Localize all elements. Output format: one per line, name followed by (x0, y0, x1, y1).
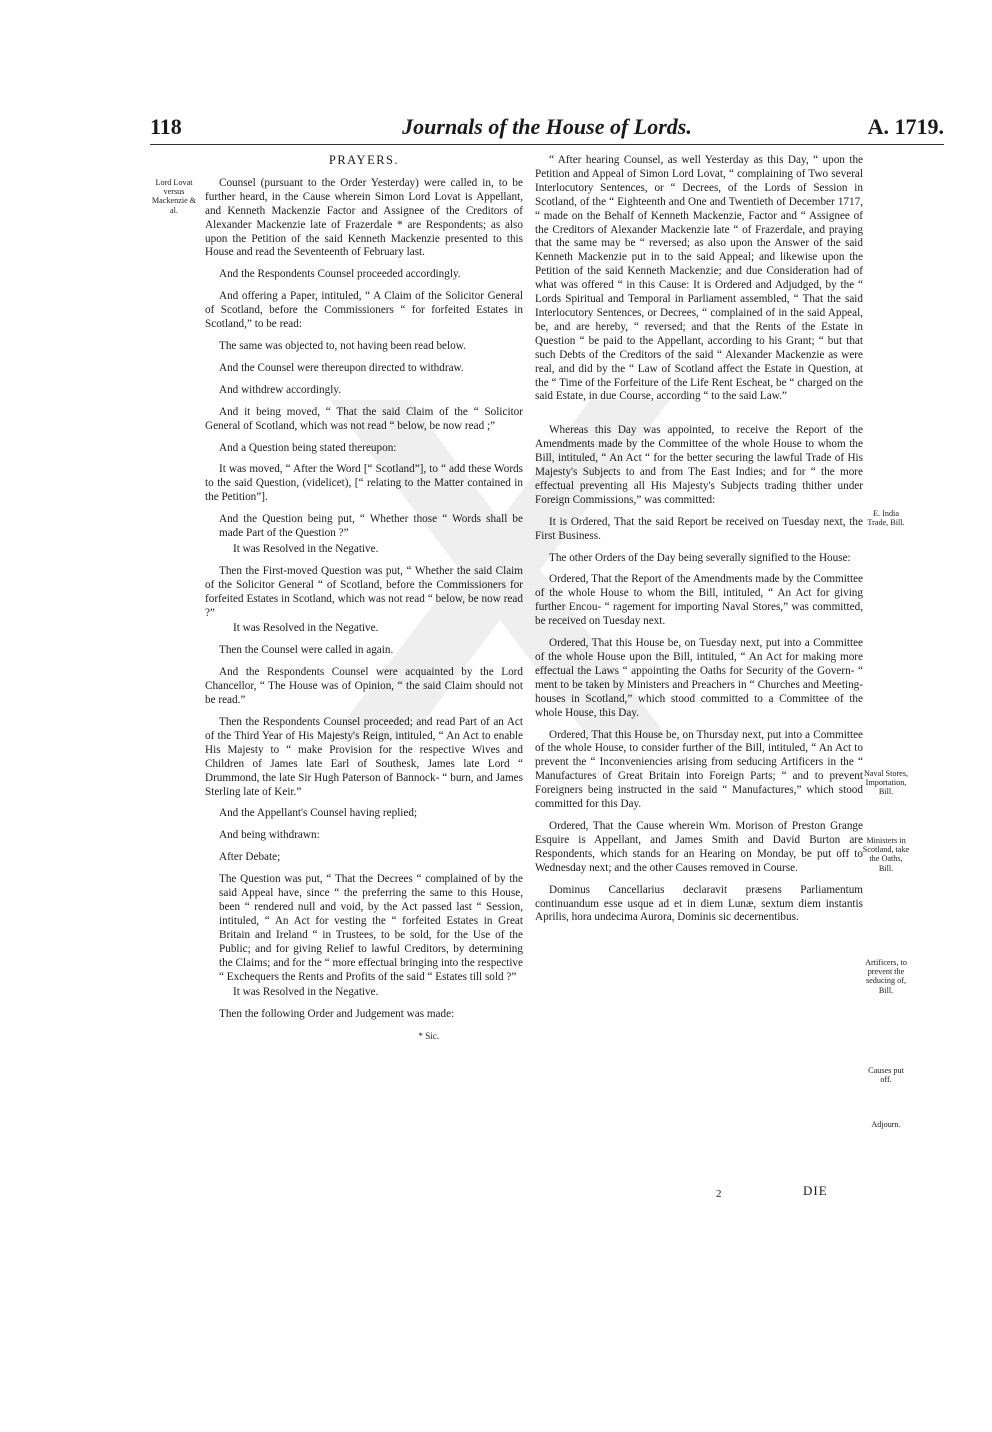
paragraph: The other Orders of the Day being severally signified to the House: (549, 551, 851, 564)
paragraph: Then the Counsel were called in again. (219, 644, 394, 657)
paragraph: The same was objected to, not having been read below. (219, 339, 466, 352)
adjournment-paragraph: Dominus Cancellarius declaravit præsens Parliamentum continuandum esse usque ad et in diem Lunæ, sextum diem instantis Aprilis, hora undecima Aurora, Dominis sic decernentibus. (535, 883, 863, 924)
margin-note-adjourn: Adjourn. (871, 1120, 901, 1129)
paragraph: Then the following Order and Judgement was made: (219, 1008, 455, 1021)
paragraph: And offering a Paper, intituled, “ A Claim of the Solicitor General of Scotland, before the Commissioners “ for forfeited Estates in Scotland,” to be read: (205, 290, 523, 331)
paragraph: And a Question being stated thereupon: (219, 441, 397, 454)
order-paragraph: Ordered, That this House be, on Thursday next, put into a Committee of the whole House, to consider further of the Bill, intituled, “ An Act to prevent the “ Inconveniencies arising from seducing Artificers in the “ Manufactures of Great Britain into Foreign Parts; “ and to prevent Foreigners being instructed in the said “ Manufactures,” which stood committed for this Day. (535, 728, 863, 811)
resolution: It was Resolved in the Negative. (233, 542, 379, 555)
running-title: Journals of the House of Lords. (402, 114, 692, 139)
margin-note-causes: Causes put off. (868, 1066, 904, 1085)
paragraph: Whereas this Day was appointed, to receive the Report of the Amendments made by the Committee of the whole House to whom the Bill, intituled, “ An Act “ for the better securing the lawful Trade of His Majesty's Subjects to and from The East Indies; and for “ the more effectual preventing all His Majesty's Subjects trading thither under Foreign Commissions,” was committed: (535, 424, 863, 506)
paragraph: And the Question being put, “ Whether those “ Words shall be made Part of the Question ?” (219, 513, 523, 540)
page-header (150, 114, 944, 145)
section-heading: PRAYERS. (328, 153, 400, 167)
paragraph: Counsel (pursuant to the Order Yesterday) were called in, to be further heard, in the Cause wherein Simon Lord Lovat is Appellant, and Kenneth Mackenzie Factor and Assignee of the Creditors of Alexander Mackenzie late of Frazerdale * are Respondents; as also upon the Petition of the said Kenneth Mackenzie presented to this House and read the Seventeenth of February last. (205, 176, 523, 259)
right-column (535, 154, 863, 933)
page-number: 118 (150, 114, 182, 139)
paragraph: And withdrew accordingly. (219, 383, 341, 396)
paragraph: It was moved, “ After the Word [“ Scotland”], to “ add these Words to the said Question, (videlicet), [“ relating to the Matter contained in the Petition”]. (205, 463, 523, 504)
paragraph: And the Appellant's Counsel having replied; (219, 807, 418, 820)
order-paragraph: Ordered, That the Report of the Amendments made by the Committee of the whole House to whom the Bill, intituled, “ An Act for giving further Encou- “ ragement for importing Naval Stores,” was committed, be received on Tuesday next. (535, 573, 863, 628)
margin-note-lovat: Lord Lovat versus Mackenzie & al. (151, 178, 197, 215)
paragraph: The Question was put, “ That the Decrees “ complained of by the said Appeal have, since “ the preferring the same to this House, been “ rendered null and void, by the Act passed last “ Session, intituled, “ An Act for vesting the “ forfeited Estates in Great Britain and Ireland “ in Trustees, to be sold, for the Use of the Public; and for giving Relief to lawful Creditors, by determining the Claims; and for the “ more effectual bringing into the respective “ Exchequers the Rents and Profits of the said “ Estates till sold ?” (219, 873, 523, 983)
order-paragraph: Ordered, That this House be, on Tuesday next, put into a Committee of the whole House upon the Bill, intituled, “ An Act for making more effectual the Laws “ appointing the Oaths for Security of the Govern- “ ment to be taken by Ministers and Preachers in “ Churches and Meeting-houses in Scotland,” which stood committed to a Committee of the whole House, this Day. (535, 637, 863, 719)
margin-note-east-india: E. India Trade, Bill. (867, 509, 905, 528)
paragraph: And being withdrawn: (219, 829, 320, 842)
order-paragraph: Ordered, That the Cause wherein Wm. Morison of Preston Grange Esquire is Appellant, and James Smith and David Burton are Respondents, which stands for an Hearing on Monday, be put off to Wednesday next; and the other Causes removed in Course. (535, 819, 863, 874)
paragraph: And the Respondents Counsel were acquainted by the Lord Chancellor, “ The House was of Opinion, “ the said Claim should not be read.” (205, 666, 523, 707)
judgement: “ After hearing Counsel, as well Yesterday as this Day, “ upon the Petition and Appeal of Simon Lord Lovat, “ complaining of Two several Interlocutory Sentences, or “ Decrees, of the Lords of Session in Scotland, of the “ Eighteenth and One and Twentieth of December 1717, “ made on the Behalf of Kenneth Mackenzie, Factor and “ Assignee of the Creditors of Alexander Mackenzie late “ of Frazerdale, and praying that the same may be “ reversed; as also upon the Answer of the said Kenneth Mackenzie put in to the said Appeal; and likewise upon the Petition of the said Kenneth Mackenzie; and due Consideration had of what was offered “ in this Cause: It is Ordered and Adjudged, by the “ Lords Spiritual and Temporal in Parliament assembled, “ That the said Interlocutory Sentences, or Decrees, “ complained of in the said Appeal, be, and are hereby, “ reversed; and that the Rents of the Estate in Question “ be paid to the Appellant, according to his Grant; “ but that such Debts of the Creditors of the said “ Alexander Mackenzie as were real, and did by the “ Law of Scotland affect the Estate in Question, at the “ Time of the Forfeiture of the Life Rent Escheat, be “ charged on the said Estate, in due Course, according “ to the said Law.” (535, 154, 863, 403)
margin-note-ministers: Ministers in Scotland, take the Oaths, Bill. (862, 836, 910, 873)
catchword: DIE (803, 1183, 828, 1198)
paragraph: After Debate; (219, 851, 281, 864)
footnote: * Sic. (418, 1031, 439, 1042)
paragraph: And it being moved, “ That the said Claim of the “ Solicitor General of Scotland, which was not read “ below, be now read ;” (205, 405, 523, 432)
left-column (205, 154, 523, 1052)
signature-mark: 2 (716, 1188, 722, 1200)
paragraph: And the Counsel were thereupon directed to withdraw. (219, 361, 464, 374)
resolution: It was Resolved in the Negative. (233, 986, 379, 999)
paragraph: It is Ordered, That the said Report be received on Tuesday next, the First Business. (535, 515, 863, 542)
paragraph: Then the Respondents Counsel proceeded; and read Part of an Act of the Third Year of His Majesty's Reign, intituled, “ An Act to enable His Majesty to “ make Provision for the respective Wives and Children of James late Earl of Southesk, James late Lord “ Drummond, the late Sir Hugh Paterson of Bannock- “ burn, and James Sterling late of Keir.” (205, 716, 523, 798)
paragraph: Then the First-moved Question was put, “ Whether the said Claim of the Solicitor General “ of Scotland, before the Commissioners for forfeited Estates in Scotland, which was not read “ below, be now read ?” (205, 564, 523, 619)
year-label: A. 1719. (867, 114, 944, 139)
margin-note-artificers: Artificers, to prevent the seducing of, Bill. (865, 958, 907, 995)
resolution: It was Resolved in the Negative. (233, 622, 379, 635)
paragraph: And the Respondents Counsel proceeded accordingly. (219, 268, 461, 281)
margin-note-naval-stores: Naval Stores, Importation, Bill. (863, 769, 909, 797)
